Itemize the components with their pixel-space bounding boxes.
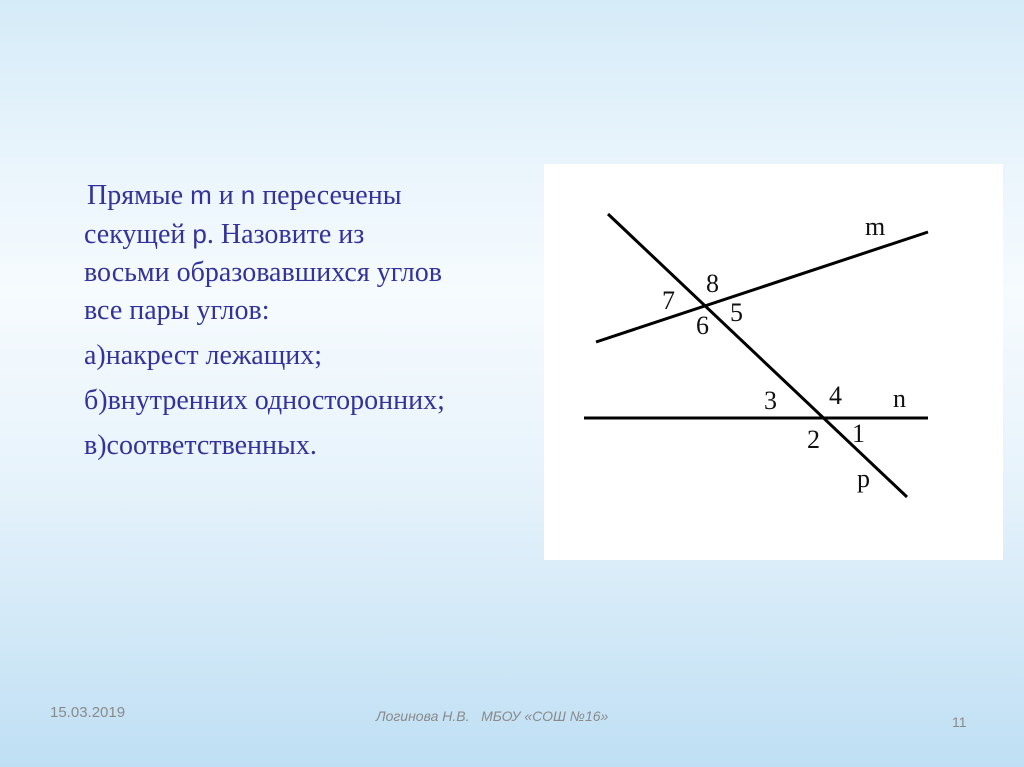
footer-author: Логинова Н.В. МБОУ «СОШ №16» (376, 708, 609, 724)
task-text (78, 176, 538, 465)
task-item-b: б)внутренних односторонних; (84, 385, 445, 416)
line-m-ref: m (190, 180, 212, 210)
angles-diagram (544, 164, 1003, 560)
angle-5-label: 5 (730, 298, 743, 327)
angle-6-label: 6 (696, 311, 709, 340)
footer-date: 15.03.2019 (50, 704, 126, 721)
question-text-2: и (211, 180, 241, 211)
line-p-ref: р (192, 219, 207, 249)
angle-3-label: 3 (764, 386, 777, 415)
question-line-2 (78, 215, 538, 254)
diagram-svg (544, 164, 1003, 560)
line-p (608, 214, 907, 497)
question-text-1: Прямые (87, 180, 191, 211)
task-item-a: а)накрест лежащих; (84, 340, 323, 371)
question-line-3: восьми образовавшихся углов (84, 257, 442, 288)
angle-4-label: 4 (829, 381, 842, 410)
angle-7-label: 7 (662, 286, 675, 315)
angle-8-label: 8 (706, 269, 719, 298)
question-line-4: все пары углов: (84, 295, 270, 326)
question-text-4: секущей (84, 219, 193, 250)
question-text-5: . Назовите из (206, 219, 365, 250)
line-n-label: n (893, 384, 906, 413)
question-text-3: пересечены (255, 180, 402, 211)
line-m-label: m (865, 212, 886, 241)
angle-1-label: 1 (852, 419, 865, 448)
angle-2-label: 2 (807, 425, 820, 454)
line-n-ref: n (240, 180, 256, 210)
page-number: 11 (952, 714, 967, 730)
task-question (78, 176, 538, 330)
line-p-label: p (857, 464, 870, 493)
task-item-c: в)соответственных. (84, 430, 317, 461)
